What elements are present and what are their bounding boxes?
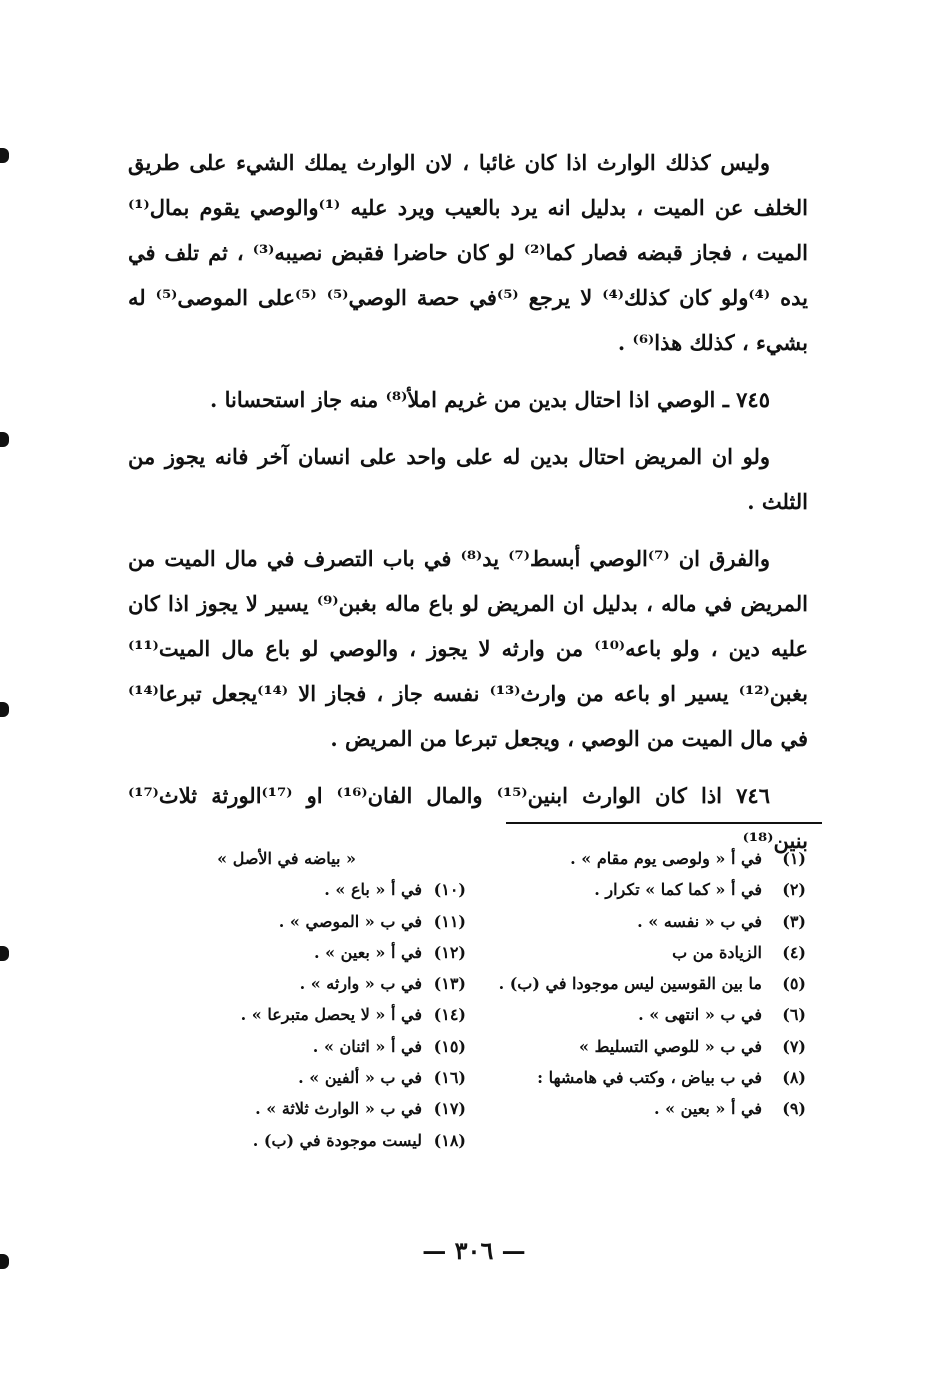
footnote-text: في أ « ولوصى يوم مقام » . <box>570 849 762 868</box>
scan-edge-mark <box>0 946 9 961</box>
footnote-text: الزيادة من ب <box>672 942 762 962</box>
footnote-13 <box>196 968 466 999</box>
footnote-number: (١٤) <box>433 1005 466 1025</box>
footnote-8 <box>506 1062 806 1093</box>
footnotes-left-column <box>196 843 466 1156</box>
paragraph-sick-transfer: ولو ان المريض احتال بدين له على واحد على انسان آخر فانه يجوز من الثلث . <box>128 444 808 514</box>
footnote-text: في أ « اثنان » . <box>312 1036 422 1056</box>
footnote-10 <box>196 874 466 905</box>
scan-edge-mark <box>0 432 9 447</box>
paragraph-difference: والفرق ان ⁽⁷⁾الوصي أبسط⁽⁷⁾ يد⁽⁸⁾ في باب التصرف في مال الميت من المريض في ماله ، بدليل ان المريض لو باع ماله بغبن⁽⁹⁾ يسير لا يجوز اذا كان عليه دين ، ولو باعه⁽¹⁰⁾ من وارثه لا يجوز ، والوصي لو باع مال الميت⁽¹¹⁾ بغبن⁽¹²⁾ يسير او باعه من وارث⁽¹³⁾ نفسه جاز ، فجاز الا ⁽¹⁴⁾يجعل تبرعا⁽¹⁴⁾ في مال الميت من الوصي ، ويجعل تبرعا من المريض . <box>128 546 808 751</box>
footnote-text: في ب « انتهى » . <box>638 1005 762 1025</box>
footnote-text: في أ « لا يحصل متبرعا » . <box>240 1005 422 1025</box>
footnote-9 <box>506 1093 806 1124</box>
scan-edge-mark <box>0 702 9 717</box>
footnote-text: في ب « نفسه » . <box>637 911 762 931</box>
footnote-divider <box>506 822 822 824</box>
footnote-text: في ب « الموصي » . <box>278 911 422 931</box>
footnote-number: (٥) <box>782 974 806 994</box>
paragraph-746: ٧٤٦ اذا كان الوارث ابنين⁽¹⁵⁾ والمال الفان⁽¹⁶⁾ او ⁽¹⁷⁾الورثة ثلاث⁽¹⁷⁾ بنين⁽¹⁸⁾ <box>128 783 808 853</box>
footnote-text: في أ « كما كما » تكرار . <box>594 880 762 900</box>
main-text <box>128 140 808 863</box>
footnote-number: (١٢) <box>433 942 466 962</box>
footnote-text: ليست موجودة في (ب) . <box>252 1130 422 1150</box>
scan-edge-mark <box>0 148 9 163</box>
footnote-6 <box>506 999 806 1030</box>
footnote-text: في أ « بعين » . <box>653 1099 762 1119</box>
footnote-text: في ب « الوارث ثلاثة » . <box>255 1099 422 1119</box>
footnote-number: (١) <box>782 849 806 868</box>
footnote-text: في ب بياض ، وكتب في هامشها : <box>537 1068 762 1088</box>
footnote-17 <box>196 1093 466 1124</box>
page-number: — ٣٠٦ — <box>422 1236 526 1265</box>
footnote-1 <box>506 843 806 874</box>
footnote-7 <box>506 1031 806 1062</box>
footnote-number: (٦) <box>782 1005 806 1025</box>
footnote-number: (٤) <box>782 942 806 962</box>
footnotes-right-column <box>498 843 806 1125</box>
footnote-text: في ب « للوصي التسليط » <box>579 1036 762 1056</box>
footnote-number: (٣) <box>782 911 806 931</box>
footnote-14 <box>196 999 466 1030</box>
footnote-18 <box>196 1125 466 1156</box>
footnote-number: (٨) <box>782 1068 806 1088</box>
footnote-12 <box>196 937 466 968</box>
footnote-4 <box>506 937 806 968</box>
footnote-11 <box>196 906 466 937</box>
footnote-number: (١١) <box>433 911 466 931</box>
paragraph-heir-absence: وليس كذلك الوارث اذا كان غائبا ، لان الوارث يملك الشيء على طريق الخلف عن الميت ، بدليل انه يرد بالعيب ويرد عليه ⁽¹⁾والوصي يقوم بمال⁽¹⁾ الميت ، فجاز قبضه فصار كما⁽²⁾ لو كان حاضرا فقبض نصيبه⁽³⁾ ، ثم تلف في يده ⁽⁴⁾ولو كان كذلك⁽⁴⁾ لا يرجع ⁽⁵⁾في حصة الوصي⁽⁵⁾ ⁽⁵⁾على الموصى⁽⁵⁾ له بشيء ، كذلك هذا⁽⁶⁾ . <box>128 150 809 355</box>
footnote-number: (١٨) <box>433 1130 466 1150</box>
footnote-number: (١٦) <box>433 1068 466 1088</box>
footnote-text: « بياضه في الأصل » <box>217 849 356 868</box>
footnote-number: (١٣) <box>433 974 466 994</box>
footnote-text: في ب « ألفين » . <box>298 1068 422 1088</box>
footnote-number: (١٥) <box>433 1036 466 1056</box>
footnote-3 <box>506 906 806 937</box>
footnote-number: (٢) <box>782 880 806 900</box>
footnote-2 <box>506 874 806 905</box>
footnote-number: (١٧) <box>433 1099 466 1119</box>
footnote-number: (٧) <box>782 1036 806 1056</box>
footnote-15 <box>196 1031 466 1062</box>
footnote-text: ما بين القوسين ليس موجودا في (ب) . <box>498 974 762 994</box>
footnote-number: (٩) <box>782 1099 806 1119</box>
footnote-5 <box>498 968 806 999</box>
footnote-number: (١٠) <box>433 880 466 900</box>
footnote-16 <box>196 1062 466 1093</box>
footnote-text: في ب « وارثه » . <box>299 974 422 994</box>
paragraph-745: ٧٤٥ ـ الوصي اذا احتال بدين من غريم املأ⁽⁸⁾ منه جاز استحسانا . <box>210 387 770 412</box>
footnote-8-continuation <box>196 843 466 874</box>
footnote-text: في أ « باع » . <box>324 880 422 900</box>
footnote-text: في أ « بعين » . <box>313 942 422 962</box>
